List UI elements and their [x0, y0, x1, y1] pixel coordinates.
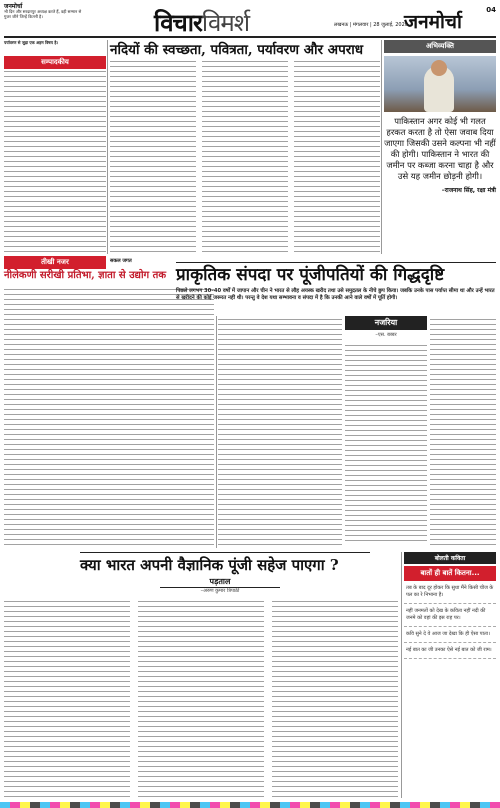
- bottom-headline: क्या भारत अपनी वैज्ञानिक पूंजी सहेज पाएगा ?: [80, 552, 370, 575]
- main-story-col-2: [202, 58, 288, 254]
- padtal-label: पड़ताल: [160, 576, 280, 588]
- sakal-jagat-label: सकल जगत: [110, 258, 132, 264]
- editorial-text: [4, 68, 106, 254]
- main-story-col-3: [294, 58, 380, 254]
- bolti-kavita-label: बोलती कविता: [404, 552, 496, 564]
- prakritik-col-3: [430, 316, 496, 548]
- prakritik-col-1: [218, 316, 342, 548]
- newspaper-brand: जनमोर्चा: [404, 11, 462, 33]
- masthead-left-brand: जनमोर्चा: [4, 3, 23, 10]
- prakritik-deck: पिछले लगभग 30–40 वर्षों में जापान और चीन ने भारत से लौह अयस्क खरीद तथा उसे समुद्रतल के नीचे छुप किया। जबकि उनके पास पर्याप्त सीमा था और उन्हें भारत से खरीदने की कोई जरूरत नहीं थी। परन्तु वे देश यथा सम्भावना व संपदा में है कि उनकी आने वाले वर्षों में पूर्ति होगी।: [176, 288, 495, 301]
- speaker-photo: [384, 56, 496, 112]
- poem-line: तब के बाद दूर होकर कि सुधा मैंने किसी चीज के पल का रे निभाना है।: [404, 581, 496, 604]
- poem-line: नई बात का जी उनका ऐसे नई बात को जी राम।: [404, 643, 496, 659]
- editorial-label: सम्पादकीय: [4, 56, 106, 69]
- page-number: 04: [486, 6, 496, 14]
- bottom-story-body: [4, 598, 398, 800]
- bolti-kavita-box: [404, 552, 496, 659]
- editorial-box: [4, 56, 106, 69]
- tikhi-nazar-label: तीखी नजर: [4, 256, 106, 269]
- masthead-left: [4, 4, 84, 19]
- prakritik-headline: प्राकृतिक संपदा पर पूंजीपतियों की गिद्धदृष्टि: [176, 262, 496, 285]
- main-story-col-1: [110, 58, 196, 254]
- issue-date: लखनऊ | मंगलवार | 28 जुलाई, 2020: [334, 22, 408, 28]
- najariya-author: –एस. बब्बर: [375, 332, 397, 338]
- quote-text: पाकिस्तान अगर कोई भी गलत हरकत करता है तो ऐसा जवाब दिया जाएगा जिसकी उसने कल्पना भी नहीं की होगी। पाकिस्तान ने भारत की जमीन पर कब्जा करना चाहा है और उसे यह जमीन छोड़नी होगी।: [384, 116, 496, 181]
- tikhi-nazar-bar: [4, 256, 106, 269]
- prakritik-col-2: [345, 342, 427, 546]
- nilekani-headline: नीलेकणी सरीखी प्रतिभा, ज्ञाता से उद्योग तक: [4, 270, 167, 281]
- main-headline: नदियों की स्वच्छता, पवित्रता, पर्यावरण और अपराध: [110, 42, 364, 58]
- masthead-left-text: भी दिन और सरदारपुर अध्यक्ष करते हैं, वही सम्मान से गुजर जीने जिन्हें कितनी है।: [4, 9, 82, 19]
- bottom-col-1: [4, 598, 130, 800]
- abhivyakti-label: अभिव्यक्ति: [384, 40, 496, 53]
- nilekani-text: [4, 286, 214, 546]
- main-story-body: [110, 58, 380, 254]
- color-registration-strip: [0, 802, 500, 808]
- bolti-kavita-title: बातों ही बातें कितना...: [404, 566, 496, 581]
- padtal-author: –अरुण कुमार त्रिपाठी: [200, 588, 240, 594]
- bottom-col-2: [138, 598, 264, 800]
- editorial-intro: पर्यावरण से जुड़ा एक अहम विषय है।: [4, 40, 58, 45]
- section-title: [154, 6, 249, 39]
- poem-line: कवि सुने दे वे आज जा देखा कि ही ऐसा पाता।: [404, 627, 496, 643]
- bottom-col-3: [272, 598, 398, 800]
- nilekani-body: [4, 286, 214, 546]
- section-title-sub: विमर्श: [201, 9, 250, 37]
- poem-line: नहीं जनमतों को देख के कविता नहीं नदी की जनमे को वहां की इस राह पर।: [404, 604, 496, 627]
- masthead: [4, 4, 496, 38]
- najariya-label: नजरिया: [345, 316, 427, 330]
- abhivyakti-box: [384, 40, 496, 194]
- quote-author: –राजनाथ सिंह, रक्षा मंत्री: [441, 187, 496, 194]
- section-title-main: विचार: [154, 8, 202, 37]
